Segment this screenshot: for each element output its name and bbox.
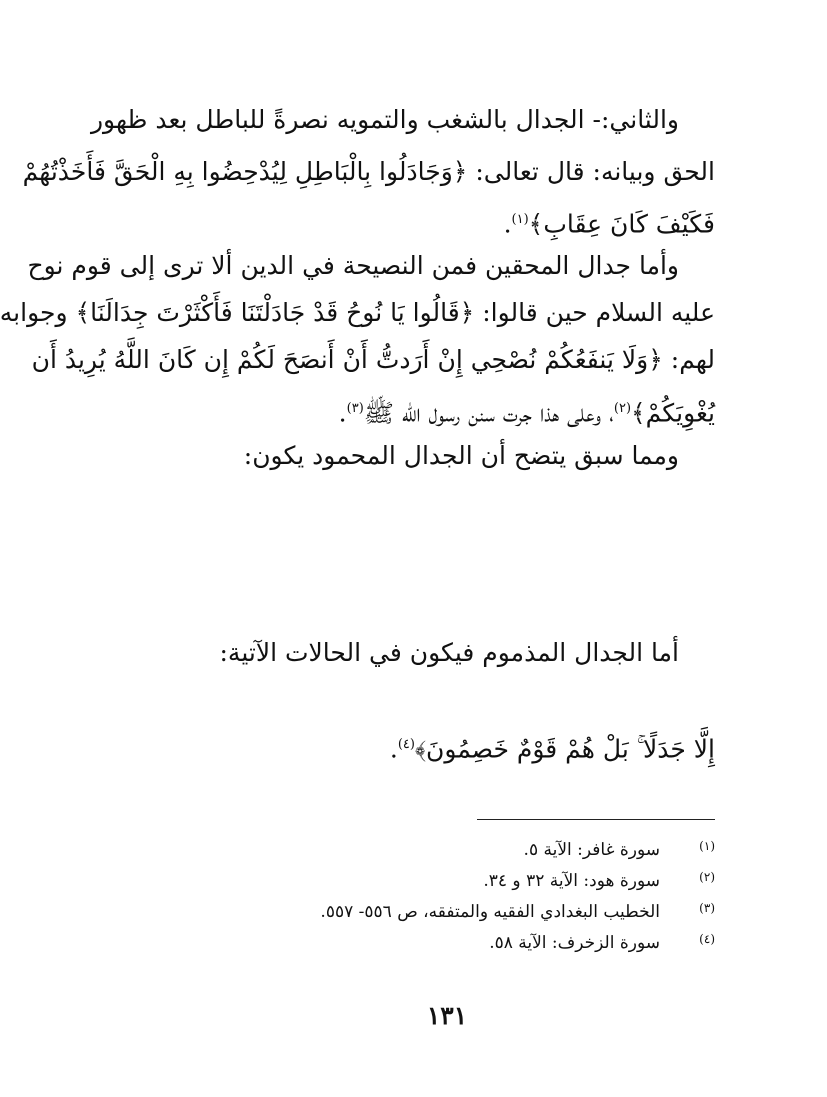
quran-verse-end: يُغْوِيَكُمْ﴾ — [631, 398, 715, 428]
footnote-ref-4: (٤) — [397, 737, 415, 752]
paragraph-2-line-3: لهم: ﴿وَلَا يَنفَعُكُمْ نُصْحِي إِنْ أَرَدتُّ أَنْ أَنصَحَ لَكُمْ إِن كَانَ اللَّهُ يُرِيدُ أَن — [31, 345, 715, 374]
footnote-mark: (٣) — [699, 901, 715, 915]
footnote-separator — [477, 819, 715, 820]
footnote-text: الخطيب البغدادي الفقيه والمتفقه، ص ٥٥٦- ٥٥٧. — [320, 902, 660, 922]
quran-verse-end: إِلَّا جَدَلًا ۚ بَلْ هُمْ قَوْمٌ خَصِمُونَ﴾ — [414, 734, 715, 764]
footnote-mark: (٤) — [699, 932, 715, 946]
footnote-3 — [167, 898, 715, 926]
period: . — [338, 398, 347, 428]
footnote-text: سورة هود: الآية ٣٢ و ٣٤. — [483, 871, 660, 891]
paragraph-2-line-4 — [167, 389, 715, 433]
footnote-2 — [167, 867, 715, 895]
footnote-mark: (٢) — [699, 870, 715, 884]
footnote-text: سورة غافر: الآية ٥. — [523, 840, 660, 860]
footnote-1 — [167, 836, 715, 864]
period: . — [503, 209, 512, 239]
praised-intro: ومما سبق يتضح أن الجدال المحمود يكون: — [243, 441, 679, 470]
paragraph-2-line-2: عليه السلام حين قالوا: ﴿قَالُوا يَا نُوحُ قَدْ جَادَلْتَنَا فَأَكْثَرْتَ جِدَالَنَا﴾ وجوابه — [0, 298, 715, 327]
period: . — [389, 734, 398, 764]
quran-verse-end: فَكَيْفَ كَانَ عِقَابِ﴾ — [528, 209, 715, 239]
paragraph-1-line-2: الحق وبيانه: قال تعالى: ﴿وَجَادَلُوا بِالْبَاطِلِ لِيُدْحِضُوا بِهِ الْحَقَّ فَأَخَذْتُهُمْ — [22, 157, 715, 186]
footnote-ref-2: (٢) — [613, 401, 632, 416]
paragraph-1-line-3 — [167, 200, 715, 244]
footnote-text: سورة الزخرف: الآية ٥٨. — [489, 933, 660, 953]
footnote-mark: (١) — [699, 839, 715, 853]
footnote-ref-1: (١) — [511, 212, 529, 227]
blamed-intro: أما الجدال المذموم فيكون في الحالات الآتية: — [219, 638, 679, 667]
blamed-item-1-continuation — [167, 725, 715, 769]
paragraph-1-line-1: والثاني:- الجدال بالشغب والتمويه نصرةً للباطل بعد ظهور — [90, 105, 679, 134]
paragraph-2-line-1: وأما جدال المحقين فمن النصيحة في الدين ألا ترى إلى قوم نوح — [27, 251, 679, 280]
footnote-ref-3: (٣) — [346, 401, 364, 416]
page-number: ١٣١ — [426, 1001, 468, 1030]
line-text: ، وعلى هذا جرت سنن رسول الله ﷺ — [363, 398, 614, 428]
footnote-4 — [167, 929, 715, 957]
